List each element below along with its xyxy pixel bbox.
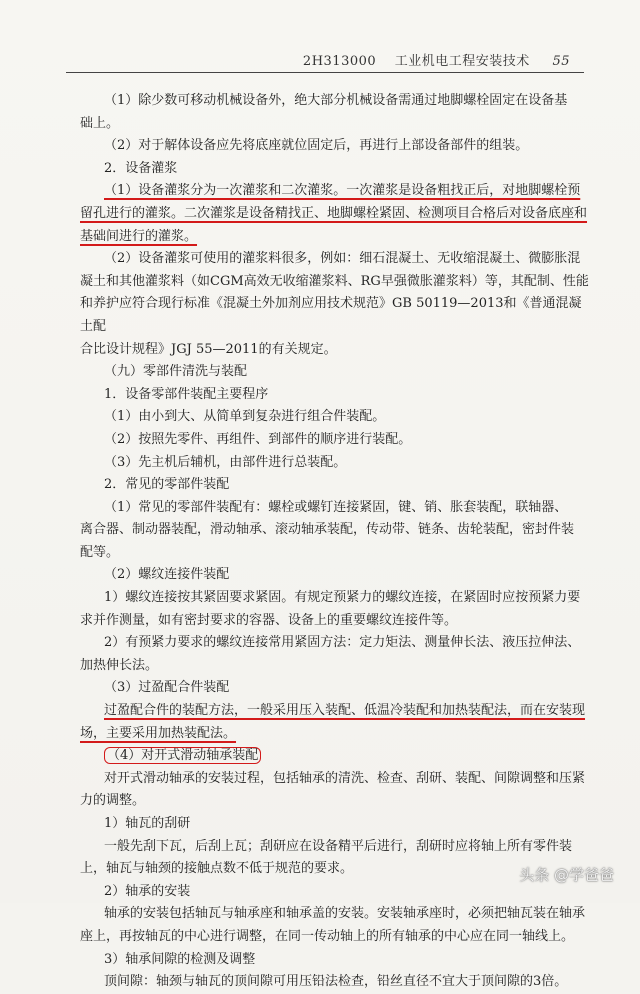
text-line-content: （3）先主机后辅机，由部件进行总装配。 xyxy=(104,454,347,470)
text-line-content: 轴承的安装包括轴瓦与轴承座和轴承盖的安装。安装轴承座时，必须把轴瓦装在轴承 xyxy=(104,906,586,922)
text-line-content: 对开式滑动轴承的安装过程，包括轴承的清洗、检查、刮研、装配、间隙调整和压紧 xyxy=(104,770,586,786)
text-line xyxy=(80,248,590,271)
text-line xyxy=(80,384,590,407)
text-line xyxy=(80,610,590,633)
text-line xyxy=(80,497,590,520)
text-line-content: （2）对于解体设备应先将底座就位固定后，再进行上部设备部件的组装。 xyxy=(104,138,529,154)
text-line-content: 2）有预紧力要求的螺纹连接常用紧固方法：定力矩法、测量伸长法、液压拉伸法、 xyxy=(104,635,581,651)
text-line xyxy=(80,564,590,587)
watermark: 头条 @学爸爸 xyxy=(519,866,614,884)
text-line-content: 顶间隙：轴颈与轴瓦的顶间隙可用压铅法检查，铅丝直径不宜大于顶间隙的3倍。 xyxy=(104,974,568,990)
text-line xyxy=(80,903,590,926)
text-line-content: （2）按照先零件、再组件、到部件的顺序进行装配。 xyxy=(104,431,412,447)
text-line xyxy=(80,723,590,746)
text-line xyxy=(80,587,590,610)
text-line-content: 求并作测量，如有密封要求的容器、设备上的重要螺纹连接件等。 xyxy=(80,612,458,628)
text-line xyxy=(80,158,590,181)
text-line xyxy=(80,429,590,452)
text-line xyxy=(80,836,590,859)
text-line xyxy=(80,926,590,949)
text-line xyxy=(80,90,590,113)
text-line xyxy=(80,632,590,655)
text-line xyxy=(80,474,590,497)
body-text xyxy=(80,90,590,994)
text-line-content: 1）螺纹连接按其紧固要求紧固。有规定预紧力的螺纹连接，在紧固时应按预紧力要 xyxy=(104,590,581,606)
text-line xyxy=(80,271,590,294)
text-line-content: 力的调整。 xyxy=(80,793,146,809)
text-line xyxy=(80,293,590,338)
text-line-content: 2．设备灌浆 xyxy=(104,160,178,176)
text-line xyxy=(80,858,590,881)
text-line-content: 加热伸长法。 xyxy=(80,657,159,673)
text-line-content: （1）除少数可移动机械设备外，绝大部分机械设备需通过地脚螺栓固定在设备基 xyxy=(104,93,568,108)
text-line xyxy=(80,339,590,362)
text-line-content: 础上。 xyxy=(80,115,120,131)
chapter-title: 工业机电工程安装技术 xyxy=(394,54,530,69)
text-line-content: 过盈配合件的装配方法，一般采用压入装配、低温冷装配和加热装配法，而在安装现 xyxy=(104,703,586,719)
text-line-content: 配等。 xyxy=(80,544,120,560)
text-line-content: （1）设备灌浆分为一次灌浆和二次灌浆。一次灌浆是设备粗找正后，对地脚螺栓预 xyxy=(104,183,581,199)
text-line-content: （九）零部件清洗与装配 xyxy=(104,364,248,380)
text-line xyxy=(80,677,590,700)
text-line xyxy=(80,971,590,994)
text-line xyxy=(80,542,590,565)
text-line xyxy=(80,113,590,136)
text-line-content: 和养护应符合现行标准《混凝土外加剂应用技术规范》GB 50119—2013和《普通混凝土配 xyxy=(80,296,582,334)
text-line-content: 合比设计规程》JGJ 55—2011的有关规定。 xyxy=(80,341,337,357)
text-line xyxy=(80,745,590,768)
text-line xyxy=(80,226,590,249)
text-line-content: （2）螺纹连接件装配 xyxy=(104,567,230,583)
text-line-content: 2．常见的零部件装配 xyxy=(104,477,230,493)
text-line xyxy=(80,768,590,791)
text-line-content: 一般先刮下瓦，后刮上瓦；刮研应在设备精平后进行，刮研时应将轴上所有零件装 xyxy=(104,838,573,854)
text-line xyxy=(80,655,590,678)
text-line-content: 场，主要采用加热装配法。 xyxy=(80,725,237,741)
text-line-content: （1）常见的零部件装配有：螺栓或螺钉连接紧固，键、销、胀套装配，联轴器、 xyxy=(104,499,568,515)
text-line-content: 1．设备零部件装配主要程序 xyxy=(104,386,269,402)
text-line xyxy=(80,790,590,813)
text-line xyxy=(80,361,590,384)
text-line xyxy=(80,813,590,836)
text-line xyxy=(80,135,590,158)
text-line-content: 2）轴承的安装 xyxy=(104,883,191,899)
text-line xyxy=(80,700,590,723)
text-line xyxy=(80,406,590,429)
text-line-content: 1）轴瓦的刮研 xyxy=(104,816,191,831)
text-line xyxy=(80,452,590,475)
text-line xyxy=(80,949,590,972)
text-line xyxy=(80,203,590,226)
text-line-content: 座上，再按轴瓦的中心进行调整，在同一传动轴上的所有轴承的中心应在同一轴线上。 xyxy=(80,928,575,944)
chapter-code: 2H313000 xyxy=(302,54,377,69)
text-line xyxy=(80,519,590,542)
text-line-content: 基础间进行的灌浆。 xyxy=(80,228,198,244)
text-line-content: 凝土和其他灌浆料（如CGM高效无收缩灌浆料、RG早强微胀灌浆料）等，其配制、性能 xyxy=(80,273,589,289)
text-line-content: （2）设备灌浆可使用的灌浆料很多，例如：细石混凝土、无收缩混凝土、微膨胀混 xyxy=(104,251,581,267)
text-line xyxy=(80,881,590,904)
header-rule xyxy=(66,72,584,73)
text-line-content: 3）轴承间隙的检测及调整 xyxy=(104,951,256,967)
text-line-content: 离合器、制动器装配，滑动轴承、滚动轴承装配，传动带、链条、齿轮装配，密封件装 xyxy=(80,522,575,538)
text-line-content: （3）过盈配合件装配 xyxy=(104,680,230,696)
text-line-content: 留孔进行的灌浆。二次灌浆是设备精找正、地脚螺栓紧固、检测项目合格后对设备底座和 xyxy=(80,205,588,221)
text-line-content: （4）对开式滑动轴承装配 xyxy=(104,747,261,764)
text-line xyxy=(80,180,590,203)
text-line-content: （1）由小到大、从简单到复杂进行组合件装配。 xyxy=(104,409,386,425)
running-header xyxy=(303,50,570,69)
text-line-content: 上，轴瓦与轴颈的接触点数不低于规范的要求。 xyxy=(80,861,354,877)
page-number: 55 xyxy=(552,54,570,69)
